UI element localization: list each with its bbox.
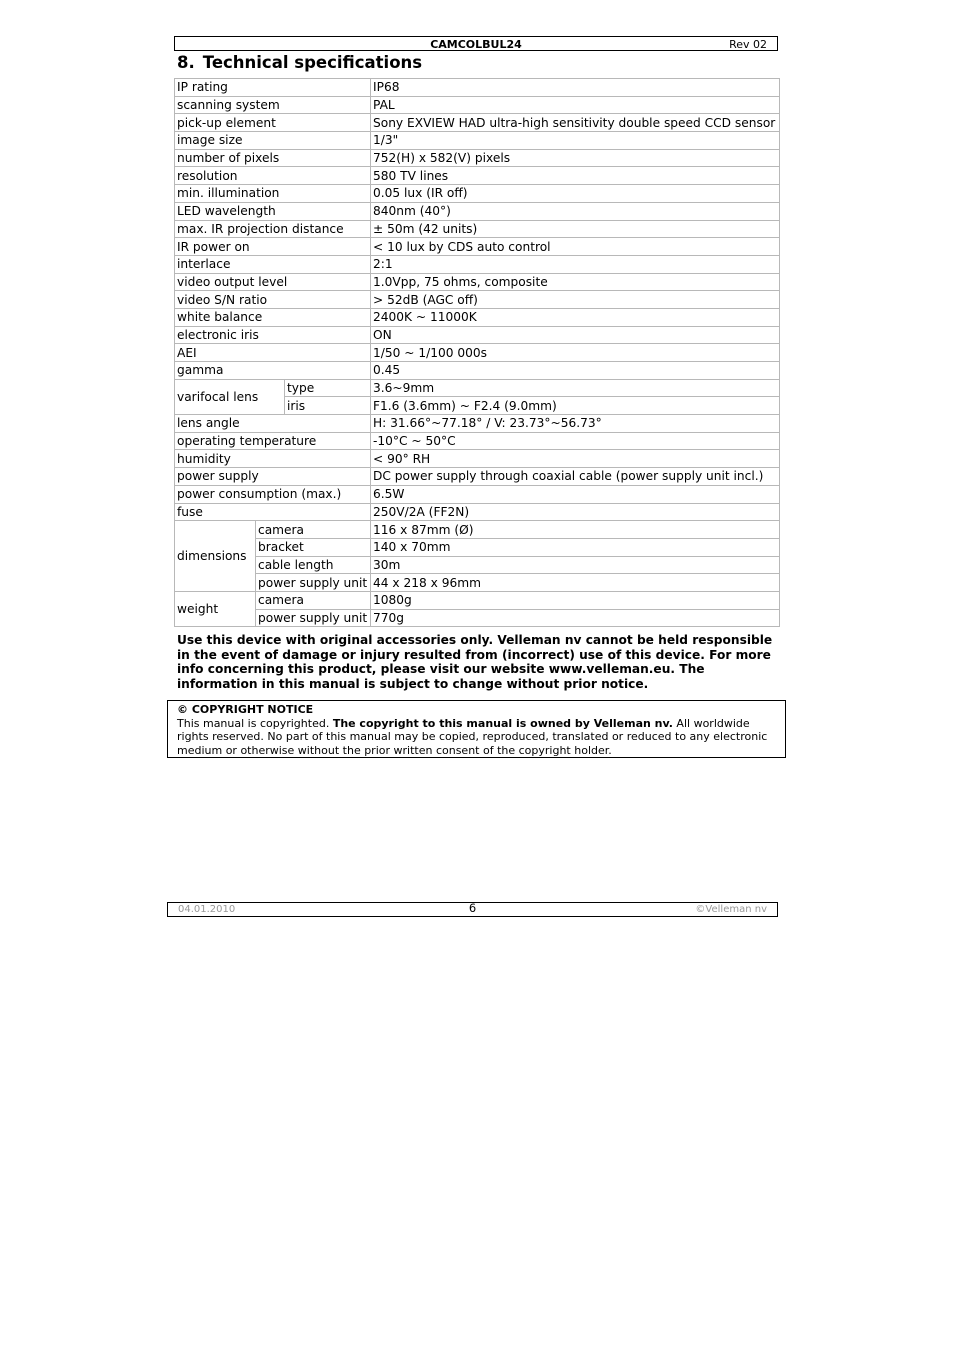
spec-label: LED wavelength bbox=[175, 202, 371, 220]
page-number: 6 bbox=[468, 901, 477, 915]
section-title-text: Technical specifications bbox=[202, 53, 423, 72]
spec-sublabel: camera bbox=[256, 591, 371, 609]
table-row bbox=[175, 167, 780, 185]
table-row bbox=[175, 362, 780, 380]
spec-sublabel: type bbox=[285, 379, 371, 397]
specifications-table bbox=[174, 78, 780, 627]
spec-sublabel: power supply unit bbox=[256, 574, 371, 592]
table-row bbox=[175, 255, 780, 273]
footer-date: 04.01.2010 bbox=[178, 904, 236, 915]
spec-value: 0.05 lux (IR off) bbox=[371, 185, 780, 203]
spec-value: PAL bbox=[371, 96, 780, 114]
table-row bbox=[175, 308, 780, 326]
section-title bbox=[177, 53, 422, 72]
spec-label: humidity bbox=[175, 450, 371, 468]
spec-value: 1/3" bbox=[371, 132, 780, 150]
spec-value: 250V/2A (FF2N) bbox=[371, 503, 780, 521]
spec-value: Sony EXVIEW HAD ultra-high sensitivity double speed CCD sensor bbox=[371, 114, 780, 132]
spec-value: H: 31.66°~77.18° / V: 23.73°~56.73° bbox=[371, 415, 780, 433]
spec-value: 3.6~9mm bbox=[371, 379, 780, 397]
table-row bbox=[175, 538, 780, 556]
copyright-body bbox=[177, 717, 776, 758]
table-row bbox=[175, 114, 780, 132]
copyright-heading: © COPYRIGHT NOTICE bbox=[177, 703, 314, 716]
table-row bbox=[175, 609, 780, 627]
revision: Rev 02 bbox=[729, 38, 767, 51]
copyright-text-pre: This manual is copyrighted. bbox=[177, 716, 333, 730]
spec-label: gamma bbox=[175, 362, 371, 380]
spec-label: AEI bbox=[175, 344, 371, 362]
spec-value: 30m bbox=[371, 556, 780, 574]
table-row bbox=[175, 521, 780, 539]
table-row bbox=[175, 574, 780, 592]
table-row bbox=[175, 503, 780, 521]
table-row bbox=[175, 591, 780, 609]
table-row bbox=[175, 238, 780, 256]
spec-sublabel: power supply unit bbox=[256, 609, 371, 627]
table-row bbox=[175, 326, 780, 344]
spec-value: < 10 lux by CDS auto control bbox=[371, 238, 780, 256]
spec-label: fuse bbox=[175, 503, 371, 521]
spec-label: lens angle bbox=[175, 415, 371, 433]
spec-sublabel: cable length bbox=[256, 556, 371, 574]
spec-label: resolution bbox=[175, 167, 371, 185]
table-row bbox=[175, 468, 780, 486]
table-row bbox=[175, 344, 780, 362]
spec-label: max. IR projection distance bbox=[175, 220, 371, 238]
table-row bbox=[175, 556, 780, 574]
spec-label: varifocal lens bbox=[175, 379, 285, 414]
spec-value: 840nm (40°) bbox=[371, 202, 780, 220]
spec-value: 2400K ~ 11000K bbox=[371, 308, 780, 326]
spec-label: image size bbox=[175, 132, 371, 150]
spec-label: min. illumination bbox=[175, 185, 371, 203]
spec-value: ± 50m (42 units) bbox=[371, 220, 780, 238]
spec-label: pick-up element bbox=[175, 114, 371, 132]
page-footer bbox=[167, 902, 778, 917]
spec-value: 2:1 bbox=[371, 255, 780, 273]
spec-value: > 52dB (AGC off) bbox=[371, 291, 780, 309]
spec-label: IP rating bbox=[175, 79, 371, 97]
spec-label: scanning system bbox=[175, 96, 371, 114]
table-row bbox=[175, 96, 780, 114]
table-row bbox=[175, 185, 780, 203]
table-row bbox=[175, 450, 780, 468]
spec-label: IR power on bbox=[175, 238, 371, 256]
spec-value: -10°C ~ 50°C bbox=[371, 432, 780, 450]
spec-value: 6.5W bbox=[371, 485, 780, 503]
copyright-notice bbox=[167, 700, 786, 758]
spec-label: power consumption (max.) bbox=[175, 485, 371, 503]
spec-label: white balance bbox=[175, 308, 371, 326]
spec-label: number of pixels bbox=[175, 149, 371, 167]
spec-sublabel: camera bbox=[256, 521, 371, 539]
spec-value: 116 x 87mm (Ø) bbox=[371, 521, 780, 539]
spec-label: video S/N ratio bbox=[175, 291, 371, 309]
spec-label: weight bbox=[175, 591, 256, 626]
model-number: CAMCOLBUL24 bbox=[430, 38, 522, 51]
spec-label: dimensions bbox=[175, 521, 256, 592]
spec-value: 1/50 ~ 1/100 000s bbox=[371, 344, 780, 362]
spec-value: < 90° RH bbox=[371, 450, 780, 468]
spec-value: 580 TV lines bbox=[371, 167, 780, 185]
spec-value: 0.45 bbox=[371, 362, 780, 380]
table-row bbox=[175, 149, 780, 167]
table-row bbox=[175, 432, 780, 450]
table-row bbox=[175, 485, 780, 503]
table-row bbox=[175, 273, 780, 291]
spec-label: operating temperature bbox=[175, 432, 371, 450]
spec-value: 1.0Vpp, 75 ohms, composite bbox=[371, 273, 780, 291]
copyright-text-bold: The copyright to this manual is owned by Velleman nv. bbox=[332, 716, 673, 730]
spec-value: 140 x 70mm bbox=[371, 538, 780, 556]
spec-value: 44 x 218 x 96mm bbox=[371, 574, 780, 592]
spec-sublabel: iris bbox=[285, 397, 371, 415]
section-number: 8. bbox=[177, 53, 195, 72]
table-row bbox=[175, 379, 780, 397]
table-row bbox=[175, 202, 780, 220]
usage-warning: Use this device with original accessories only. Velleman nv cannot be held responsible in the event of damage or injury resulted from (incorrect) use of this device. For more info concerning this product, please visit our website www.velleman.eu. The information in this manual is subject to change without prior notice. bbox=[177, 633, 773, 691]
table-row bbox=[175, 132, 780, 150]
spec-label: electronic iris bbox=[175, 326, 371, 344]
spec-value: ON bbox=[371, 326, 780, 344]
footer-owner: ©Velleman nv bbox=[695, 904, 767, 915]
spec-value: 752(H) x 582(V) pixels bbox=[371, 149, 780, 167]
page-header bbox=[174, 36, 778, 51]
spec-value: DC power supply through coaxial cable (power supply unit incl.) bbox=[371, 468, 780, 486]
spec-label: video output level bbox=[175, 273, 371, 291]
table-row bbox=[175, 291, 780, 309]
spec-value: 770g bbox=[371, 609, 780, 627]
spec-value: 1080g bbox=[371, 591, 780, 609]
spec-label: power supply bbox=[175, 468, 371, 486]
spec-value: F1.6 (3.6mm) ~ F2.4 (9.0mm) bbox=[371, 397, 780, 415]
spec-value: IP68 bbox=[371, 79, 780, 97]
table-row bbox=[175, 415, 780, 433]
spec-label: interlace bbox=[175, 255, 371, 273]
table-row bbox=[175, 79, 780, 97]
spec-sublabel: bracket bbox=[256, 538, 371, 556]
table-row bbox=[175, 220, 780, 238]
copyright-text-post: All worldwide rights reserved. No part of this manual may be copied, reproduced, translated or reduced to any electronic medium or otherwise without the prior written consent of the copyright holder. bbox=[177, 716, 768, 757]
